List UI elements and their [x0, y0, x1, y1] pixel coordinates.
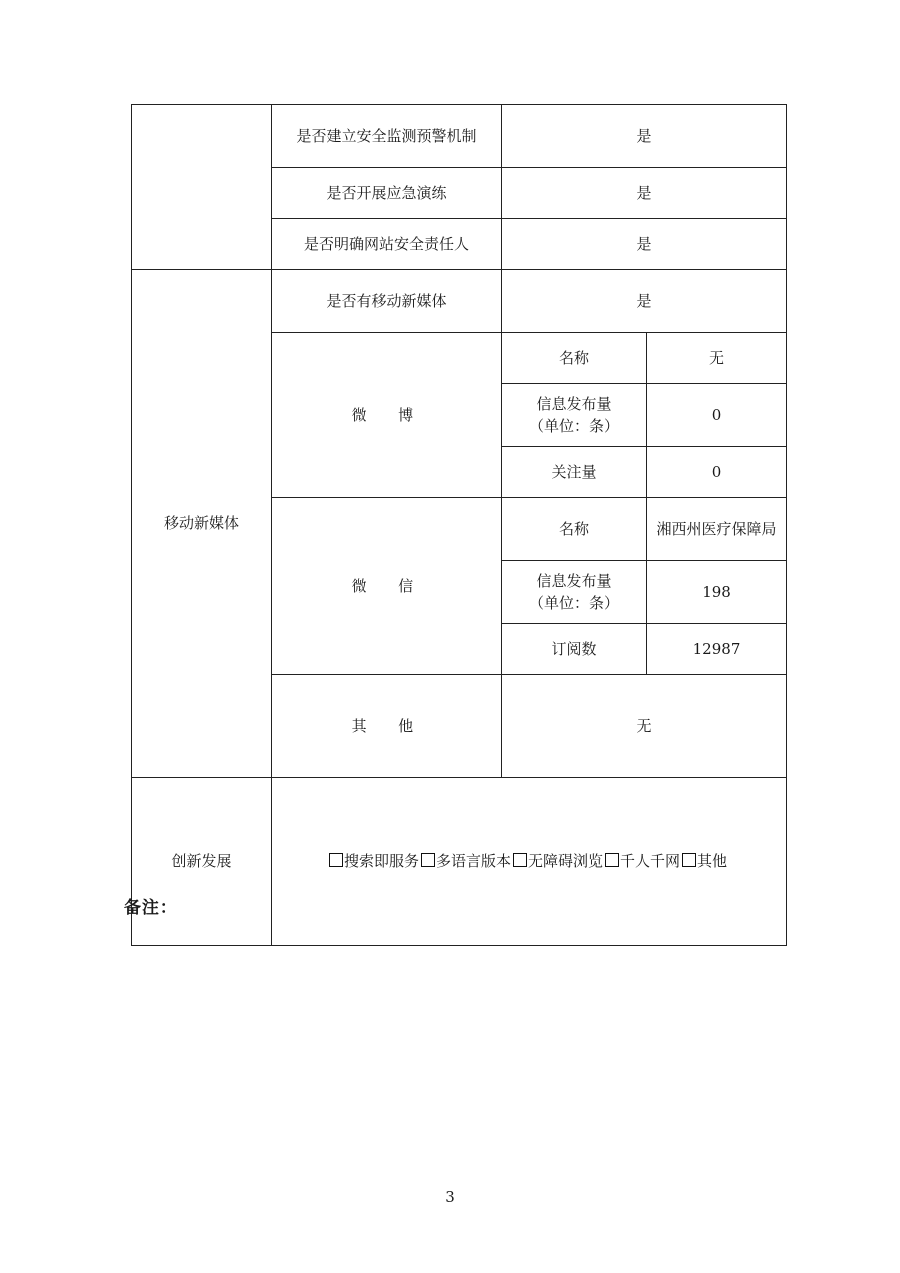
weixin-subscriber-key: 订阅数: [502, 624, 647, 675]
table-row: [132, 270, 787, 333]
security-row-1-label: 是否开展应急演练: [272, 168, 502, 219]
security-row-2-value: 是: [502, 219, 787, 270]
weixin-name-value: 湘西州医疗保障局: [647, 498, 787, 561]
innovation-options: [272, 778, 787, 946]
innovation-option-4-label: 其他: [697, 852, 728, 871]
weixin-post-count-key: [502, 561, 647, 624]
remark-label: 备注：: [124, 898, 178, 918]
has-media-value: 是: [502, 270, 787, 333]
security-row-0-label: 是否建立安全监测预警机制: [272, 105, 502, 168]
other-media-value: 无: [502, 675, 787, 778]
weixin-post-count-key-line2: （单位：条）: [528, 594, 619, 612]
weibo-post-count-key-line1: 信息发布量: [536, 394, 612, 413]
annual-report-table: [131, 104, 787, 946]
checkbox-icon[interactable]: [513, 853, 527, 867]
table-row: [132, 778, 787, 946]
innovation-section-label: 创新发展: [132, 778, 272, 946]
security-row-1-value: 是: [502, 168, 787, 219]
weixin-subscriber-value: 12987: [647, 624, 787, 675]
checkbox-icon[interactable]: [329, 853, 343, 867]
weixin-label: 微 信: [272, 498, 502, 675]
weibo-name-value: 无: [647, 333, 787, 384]
weibo-name-key: 名称: [502, 333, 647, 384]
innovation-option-1-label: 多语言版本: [435, 852, 511, 871]
security-row-0-value: 是: [502, 105, 787, 168]
weixin-post-count-value: 198: [647, 561, 787, 624]
other-media-label: 其 他: [272, 675, 502, 778]
weibo-follower-value: 0: [647, 447, 787, 498]
weibo-label: 微 博: [272, 333, 502, 498]
weibo-post-count-value: 0: [647, 384, 787, 447]
weixin-name-key: 名称: [502, 498, 647, 561]
weibo-post-count-key-line2: （单位：条）: [528, 417, 619, 435]
innovation-option-3-label: 千人千网: [620, 852, 681, 871]
weibo-follower-key: 关注量: [502, 447, 647, 498]
checkbox-icon[interactable]: [682, 853, 696, 867]
checkbox-icon[interactable]: [421, 853, 435, 867]
has-media-label: 是否有移动新媒体: [272, 270, 502, 333]
checkbox-icon[interactable]: [605, 853, 619, 867]
innovation-checkbox-group: [329, 850, 729, 873]
table-row: [132, 105, 787, 168]
security-section-label: [132, 105, 272, 270]
page-number: 3: [445, 1188, 455, 1206]
security-row-2-label: 是否明确网站安全责任人: [272, 219, 502, 270]
weixin-post-count-key-line1: 信息发布量: [536, 571, 612, 590]
media-section-label: 移动新媒体: [132, 270, 272, 778]
innovation-option-2-label: 无障碍浏览: [528, 852, 604, 871]
weibo-post-count-key: [502, 384, 647, 447]
innovation-option-0-label: 搜索即服务: [343, 852, 419, 871]
